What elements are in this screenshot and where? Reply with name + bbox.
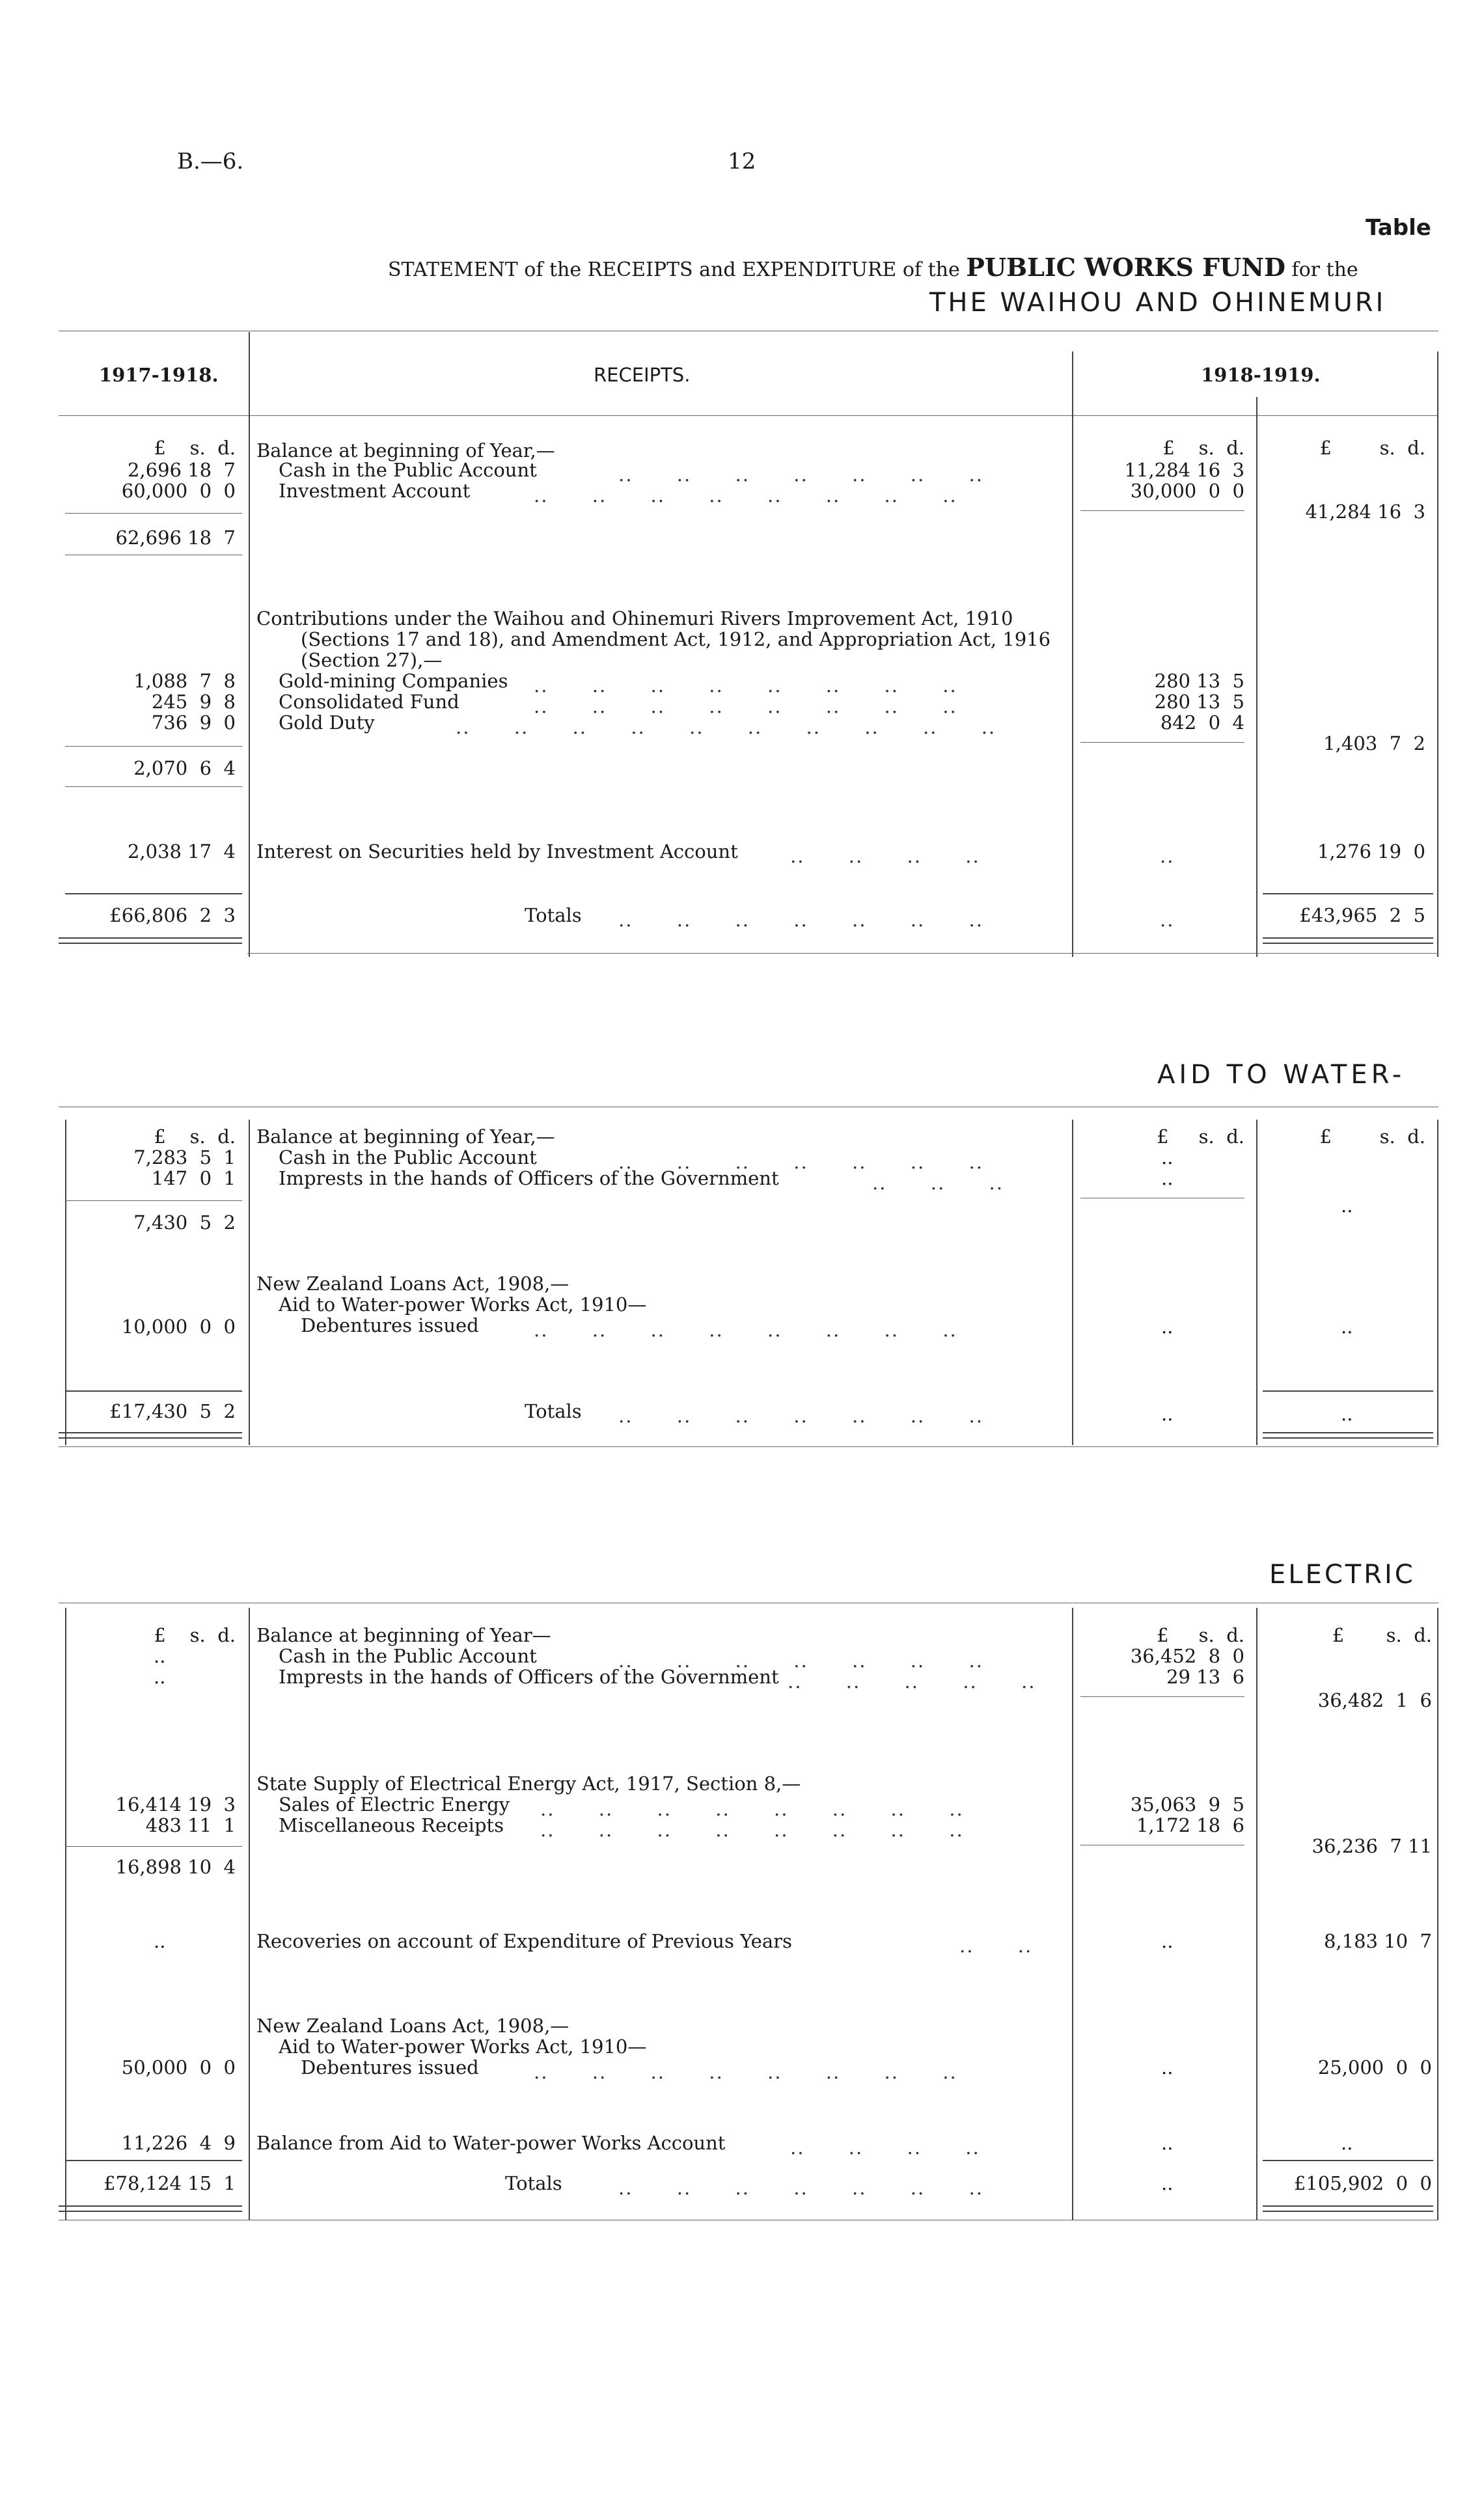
curr-totals: £105,902 0 0 (1293, 2172, 1432, 2194)
balance-heading: Balance at beginning of Year— (256, 1624, 551, 1646)
contributions-line2: (Sections 17 and 18), and Amendment Act, 1912, and Appropriation Act, 1916 (301, 628, 1051, 650)
curr-debentures: 25,000 0 0 (1317, 2056, 1432, 2078)
leader-dots: .. .. (959, 1935, 1033, 1957)
prev-interest: 2,038 17 4 (127, 840, 236, 863)
for-the: for the (1291, 258, 1358, 281)
leader-dots: .. .. .. .. .. (788, 1670, 1036, 1692)
unit-curr2: £ s. d. (1319, 437, 1425, 459)
loans-act-line2: Aid to Water-power Works Act, 1910— (279, 2036, 647, 2058)
investment-label: Investment Account (279, 480, 471, 502)
imprests-label: Imprests in the hands of Officers of the Government (279, 1167, 779, 1189)
prev-sales: 16,414 19 3 (115, 1793, 236, 1816)
document-code: B.—6. (177, 148, 244, 174)
col-header-receipts: RECEIPTS. (594, 364, 691, 386)
col-header-prev-year: 1917-1918. (99, 364, 219, 386)
leader-dots: .. .. .. .. .. .. .. .. (534, 1319, 957, 1341)
prev-imprests: 147 0 1 (151, 1167, 236, 1189)
section-title-electric: ELECTRIC (1269, 1560, 1416, 1590)
curr-aid-balance-total-empty: .. (1341, 2132, 1353, 2154)
unit-prev: £ s. d. (154, 437, 236, 459)
curr-contributions-total: 1,403 7 2 (1323, 732, 1425, 754)
leader-dots: .. (1160, 845, 1175, 867)
curr-state-supply-total: 36,236 7 11 (1312, 1835, 1432, 1857)
prev-recoveries-empty: .. (154, 1930, 166, 1952)
unit-curr2: £ s. d. (1319, 1125, 1425, 1148)
contributions-line3: (Section 27),— (301, 649, 443, 671)
leader-dots: .. .. .. .. .. .. .. (618, 1650, 983, 1672)
prev-debentures: 50,000 0 0 (121, 2056, 236, 2078)
gold-duty-label: Gold Duty (279, 711, 375, 734)
balance-heading: Balance at beginning of Year,— (256, 1125, 555, 1148)
unit-curr2: £ s. d. (1332, 1624, 1432, 1646)
prev-debentures: 10,000 0 0 (121, 1316, 236, 1338)
curr-balance-total-empty: .. (1341, 1194, 1353, 1217)
unit-curr1: £ s. d. (1157, 1125, 1244, 1148)
curr-debentures-empty: .. (1161, 2056, 1174, 2078)
curr-balance-total: 41,284 16 3 (1305, 501, 1425, 523)
statement-subtitle: THE WAIHOU AND OHINEMURI (929, 288, 1386, 318)
prev-balance-total: 62,696 18 7 (115, 527, 236, 549)
leader-dots: .. .. .. .. (790, 845, 980, 867)
leader-dots: .. .. .. .. .. .. .. (618, 2177, 983, 2199)
curr-totals: £43,965 2 5 (1299, 904, 1425, 926)
leader-dots: .. (1160, 909, 1175, 931)
col-header-curr-year: 1918-1919. (1201, 364, 1321, 386)
unit-curr1: £ s. d. (1157, 1624, 1244, 1646)
leader-dots: .. .. .. .. .. .. .. .. (540, 1819, 964, 1841)
curr-cash: 36,452 8 0 (1130, 1645, 1244, 1667)
curr-debentures-empty: .. (1161, 1316, 1174, 1338)
leader-dots: .. .. .. .. .. .. .. .. (534, 674, 957, 697)
curr-imprests: 29 13 6 (1166, 1666, 1244, 1688)
curr-misc: 1,172 18 6 (1136, 1814, 1244, 1836)
prev-cash: 2,696 18 7 (127, 459, 236, 481)
prev-cash: 7,283 5 1 (133, 1146, 236, 1168)
interest-label: Interest on Securities held by Investment Account (256, 840, 738, 863)
leader-dots: .. .. .. .. .. .. .. .. (534, 695, 957, 717)
curr-totals1-empty: .. (1161, 2172, 1174, 2194)
prev-balance-total: 7,430 5 2 (133, 1211, 236, 1234)
loans-act-line1: New Zealand Loans Act, 1908,— (256, 1273, 570, 1295)
fund-name: PUBLIC WORKS FUND (966, 253, 1285, 282)
curr-gold-duty: 842 0 4 (1160, 711, 1244, 734)
prev-misc: 483 11 1 (145, 1814, 236, 1836)
unit-curr1: £ s. d. (1162, 437, 1244, 459)
debentures-label: Debentures issued (301, 1314, 479, 1336)
curr-balance-total: 36,482 1 6 (1317, 1689, 1432, 1711)
prev-contributions-total: 2,070 6 4 (133, 757, 236, 779)
prev-investment: 60,000 0 0 (121, 480, 236, 502)
page-number: 12 (728, 148, 756, 174)
curr-totals1-empty: .. (1161, 1403, 1174, 1425)
curr-gold-mining: 280 13 5 (1154, 670, 1244, 692)
totals-label: Totals (525, 904, 582, 926)
leader-dots: .. .. .. .. .. .. .. (618, 909, 983, 931)
curr-interest: 1,276 19 0 (1317, 840, 1425, 863)
prev-consolidated: 245 9 8 (151, 691, 236, 713)
section-title-aid: AID TO WATER- (1157, 1060, 1406, 1090)
table-label: Table (1366, 215, 1431, 241)
prev-gold-mining: 1,088 7 8 (133, 670, 236, 692)
debentures-label: Debentures issued (301, 2056, 479, 2078)
imprests-label: Imprests in the hands of Officers of the Government (279, 1666, 779, 1688)
curr-cash: 11,284 16 3 (1124, 459, 1244, 481)
prev-totals: £78,124 15 1 (103, 2172, 236, 2194)
curr-totals2-empty: .. (1341, 1403, 1353, 1425)
curr-consolidated: 280 13 5 (1154, 691, 1244, 713)
unit-prev: £ s. d. (154, 1125, 236, 1148)
totals-label: Totals (525, 1400, 582, 1422)
consolidated-label: Consolidated Fund (279, 691, 460, 713)
cash-label: Cash in the Public Account (279, 1645, 537, 1667)
leader-dots: .. .. .. .. .. .. .. .. (534, 484, 957, 506)
contributions-line1: Contributions under the Waihou and Ohinemuri Rivers Improvement Act, 1910 (256, 607, 1013, 629)
leader-dots: .. .. .. .. .. .. .. (618, 1151, 983, 1173)
curr-imprests-empty: .. (1161, 1167, 1174, 1189)
unit-prev: £ s. d. (154, 1624, 236, 1646)
curr-recoveries: 8,183 10 7 (1323, 1930, 1432, 1952)
prev-totals: £66,806 2 3 (109, 904, 236, 926)
cash-label: Cash in the Public Account (279, 1146, 537, 1168)
prev-gold-duty: 736 9 0 (151, 711, 236, 734)
statement-prefix: STATEMENT of the RECEIPTS and EXPENDITURE of the (388, 258, 960, 281)
curr-recoveries-empty: .. (1161, 1930, 1174, 1952)
leader-dots: .. .. .. .. .. .. .. .. .. .. (456, 716, 996, 738)
misc-label: Miscellaneous Receipts (279, 1814, 504, 1836)
leader-dots: .. .. .. .. .. .. .. .. (540, 1798, 964, 1820)
totals-label: Totals (505, 2172, 562, 2194)
curr-debentures-total-empty: .. (1341, 1316, 1353, 1338)
curr-investment: 30,000 0 0 (1130, 480, 1244, 502)
curr-aid-balance-empty: .. (1161, 2132, 1174, 2154)
recoveries-label: Recoveries on account of Expenditure of Previous Years (256, 1930, 792, 1952)
curr-cash-empty: .. (1161, 1146, 1174, 1168)
loans-act-line2: Aid to Water-power Works Act, 1910— (279, 1293, 647, 1316)
prev-imprests-empty: .. (154, 1666, 166, 1688)
leader-dots: .. .. .. .. .. .. .. (618, 1405, 983, 1427)
leader-dots: .. .. .. (872, 1172, 1004, 1194)
leader-dots: .. .. .. .. .. .. .. .. (534, 2061, 957, 2083)
curr-sales: 35,063 9 5 (1130, 1793, 1244, 1816)
sales-label: Sales of Electric Energy (279, 1793, 510, 1816)
aid-balance-label: Balance from Aid to Water-power Works Account (256, 2132, 726, 2154)
leader-dots: .. .. .. .. .. .. .. (618, 463, 983, 486)
loans-act-line1: New Zealand Loans Act, 1908,— (256, 2015, 570, 2037)
state-supply-heading: State Supply of Electrical Energy Act, 1917, Section 8,— (256, 1773, 801, 1795)
prev-totals: £17,430 5 2 (109, 1400, 236, 1422)
prev-state-supply-total: 16,898 10 4 (115, 1856, 236, 1878)
leader-dots: .. .. .. .. (790, 2136, 980, 2159)
gold-mining-label: Gold-mining Companies (279, 670, 508, 692)
prev-cash-empty: .. (154, 1645, 166, 1667)
balance-heading: Balance at beginning of Year,— (256, 439, 555, 462)
cash-label: Cash in the Public Account (279, 459, 537, 481)
statement-title (388, 253, 1358, 282)
prev-aid-balance: 11,226 4 9 (121, 2132, 236, 2154)
